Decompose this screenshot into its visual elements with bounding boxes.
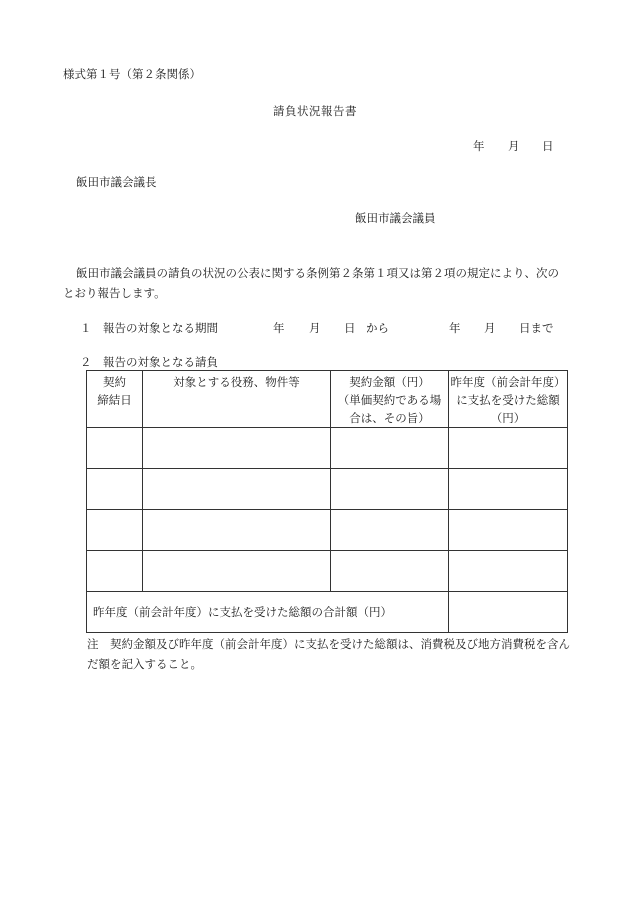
reporter: 飯田市議会議員 [355, 211, 436, 225]
form-number: 様式第１号（第２条関係） [63, 67, 201, 81]
date-day: 日 [542, 139, 554, 153]
cell-last-year-total[interactable] [449, 510, 568, 551]
contracts-table [86, 370, 568, 633]
cell-contract-amount[interactable] [331, 428, 449, 469]
contracts-label: ２ 報告の対象となる請負 [80, 355, 218, 369]
document-title: 請負状況報告書 [273, 104, 357, 118]
period-start-year: 年 [273, 321, 285, 335]
cell-contract-date[interactable] [87, 551, 143, 592]
body-text: 飯田市議会議員の請負の状況の公表に関する条例第２条第１項又は第２項の規定により、次のとおり報告します。 [63, 266, 559, 300]
cell-contract-amount[interactable] [331, 469, 449, 510]
table-row [87, 428, 568, 469]
period-start-day: 日 [344, 321, 356, 335]
total-label: 昨年度（前会計年度）に支払を受けた総額の合計額（円） [87, 592, 449, 633]
cell-contract-date[interactable] [87, 469, 143, 510]
cell-contract-amount[interactable] [331, 510, 449, 551]
period-label: １ 報告の対象となる期間 [80, 321, 218, 335]
header-subject: 対象とする役務、物件等 [143, 371, 331, 428]
cell-last-year-total[interactable] [449, 469, 568, 510]
table-row [87, 551, 568, 592]
date-month: 月 [508, 139, 520, 153]
date-year: 年 [473, 139, 485, 153]
table-total-row [87, 592, 568, 633]
cell-last-year-total[interactable] [449, 551, 568, 592]
cell-last-year-total[interactable] [449, 428, 568, 469]
period-end-day: 日まで [519, 321, 554, 335]
header-contract-amount: 契約金額（円） （単価契約である場 合は、その旨） [331, 371, 449, 428]
header-last-year-total: 昨年度（前会計年度） に支払を受けた総額 （円） [449, 371, 568, 428]
period-start-month: 月 [309, 321, 321, 335]
note: 注 契約金額及び昨年度（前会計年度）に支払を受けた総額は、消費税及び地方消費税を含んだ額を記入すること。 [87, 637, 570, 671]
cell-contract-amount[interactable] [331, 551, 449, 592]
cell-contract-date[interactable] [87, 510, 143, 551]
cell-subject[interactable] [143, 510, 331, 551]
addressee: 飯田市議会議長 [76, 175, 157, 189]
table-row [87, 469, 568, 510]
table-row [87, 510, 568, 551]
cell-subject[interactable] [143, 428, 331, 469]
period-from: から [366, 321, 389, 335]
cell-contract-date[interactable] [87, 428, 143, 469]
table-header-row [87, 371, 568, 428]
cell-subject[interactable] [143, 551, 331, 592]
period-end-month: 月 [484, 321, 496, 335]
total-value-cell[interactable] [449, 592, 568, 633]
cell-subject[interactable] [143, 469, 331, 510]
period-end-year: 年 [449, 321, 461, 335]
header-contract-date: 契約 締結日 [87, 371, 143, 428]
